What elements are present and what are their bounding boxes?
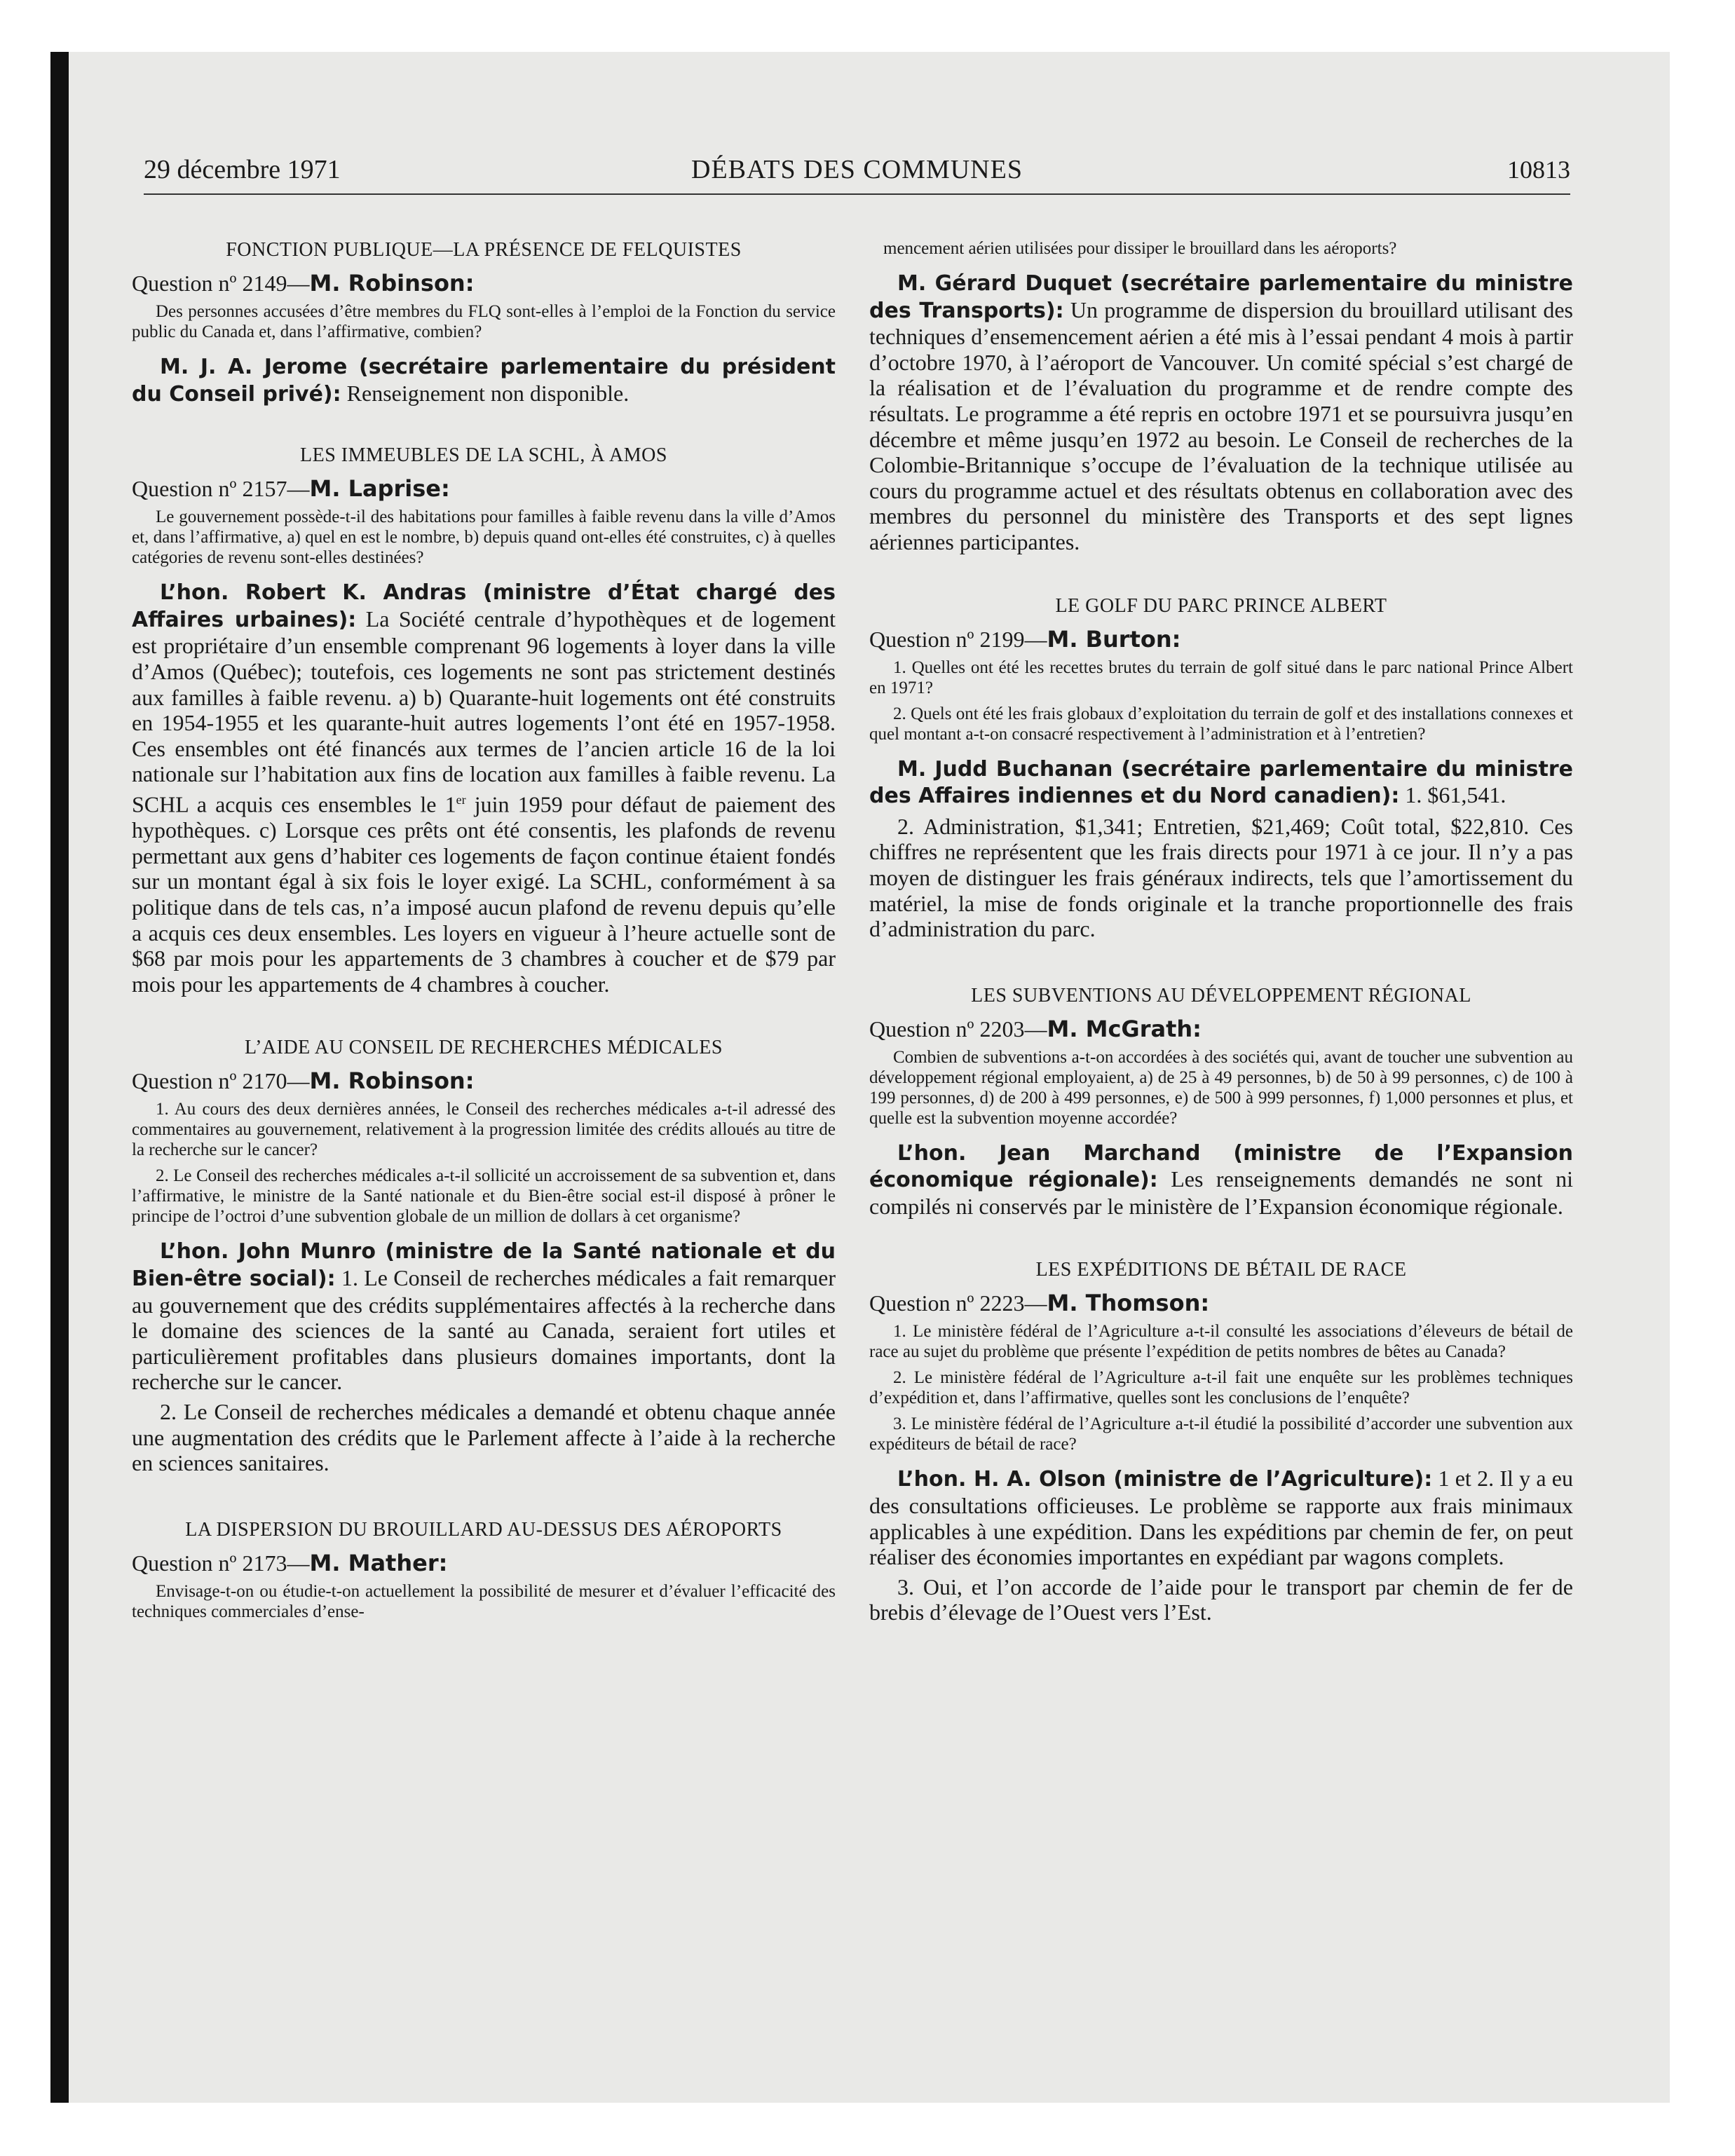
section-title: LES IMMEUBLES DE LA SCHL, À AMOS xyxy=(300,444,667,467)
answer xyxy=(132,353,836,407)
section-conseil-recherches xyxy=(132,1036,836,1475)
question-text-2: 2. Quels ont été les frais globaux d’exploitation du terrain de golf et des installations connexes et quel montant a-t-on consacré respectivement à l’administration et à l’entretien? xyxy=(869,704,1573,744)
answer-text-2: 2. Le Conseil de recherches médicales a demandé et obtenu chaque année une augmentation des crédits que le Parlement affecte à l’aide à la recherche en sciences sanitaires. xyxy=(132,1398,836,1476)
section-expeditions-betail xyxy=(869,1258,1573,1625)
section-immeubles-schl xyxy=(132,444,836,997)
answer-speaker: L’hon. John Munro (ministre de la Santé nationale et du Bien-être social): xyxy=(132,1239,836,1291)
answer-text-2: 3. Oui, et l’on accorde de l’aide pour le transport par chemin de fer de brebis d’élevage de l’Ouest vers l’Est. xyxy=(869,1574,1573,1625)
header-title: DÉBATS DES COMMUNES xyxy=(691,155,1023,184)
section-fonction-publique xyxy=(132,238,836,407)
section-dispersion-brouillard xyxy=(132,1518,836,1622)
question-author: M. Thomson: xyxy=(1047,1290,1210,1317)
question-heading xyxy=(132,1067,836,1095)
right-column xyxy=(869,238,1573,1625)
question-author: M. Burton: xyxy=(1047,625,1181,653)
question-heading xyxy=(132,269,836,297)
question-heading xyxy=(132,1549,836,1577)
answer-text: Renseignement non disponible. xyxy=(346,380,630,406)
page-header xyxy=(144,151,1570,195)
question-heading xyxy=(132,475,836,503)
superscript: er xyxy=(456,792,466,807)
section-title: L’AIDE AU CONSEIL DE RECHERCHES MÉDICALES xyxy=(245,1037,723,1059)
question-text: Le gouvernement possède-t-il des habitations pour familles à faible revenu dans la ville d’Amos et, dans l’affirmative, a) quel en est le nombre, b) depuis quand ont-elles été construites, c) à quelles catégories de revenu sont-elles destinées? xyxy=(132,507,836,568)
answer-text: Un programme de dispersion du brouillard utilisant des techniques d’ensemencement aérien a été mis à l’essai pendant 4 mois à partir d’octobre 1970, à l’aéroport de Vancouver. Un comité spécial s’est chargé de la réalisation et de l’évaluation du programme et de rendre compte des résultats. Le programme a été repris en octobre 1971 et se poursuivra jusqu’en décembre et même jusqu’en 1972 au besoin. Le Conseil de recherches de la Colombie-Britannique s’occupe de l’évaluation de la technique utilisée au cours du programme actuel et des résultats obtenus en collaboration avec des membres du personnel du ministère des Transports et des sept lignes aériennes participantes. xyxy=(869,296,1574,554)
question-heading xyxy=(869,625,1573,653)
question-heading xyxy=(869,1289,1573,1317)
question-number: Question nº 2203— xyxy=(869,1016,1047,1042)
question-number: Question nº 2149— xyxy=(132,271,310,296)
answer xyxy=(869,270,1573,555)
question-text: Des personnes accusées d’être membres du FLQ sont-elles à l’emploi de la Fonction du service public du Canada et, dans l’affirmative, combien? xyxy=(132,302,836,341)
header-date: 29 décembre 1971 xyxy=(144,155,341,184)
question-text-3: 3. Le ministère fédéral de l’Agriculture a-t-il étudié la possibilité d’accorder une subvention aux expéditeurs de bétail de race? xyxy=(869,1414,1573,1454)
section-title: FONCTION PUBLIQUE—LA PRÉSENCE DE FELQUISTES xyxy=(226,239,742,261)
answer-speaker: M. J. A. Jerome (secrétaire parlementaire du président du Conseil privé): xyxy=(132,355,836,407)
section-title: LES EXPÉDITIONS DE BÉTAIL DE RACE xyxy=(1035,1259,1407,1281)
section-title: LE GOLF DU PARC PRINCE ALBERT xyxy=(1055,594,1387,617)
question-text-2: 2. Le Conseil des recherches médicales a-t-il sollicité un accroissement de sa subvention et, dans l’affirmative, le ministre de la Santé nationale et du Bien-être social est-il disposé à prôner le principe de l’octroi d’une subvention globale de un million de dollars à cet organisme? xyxy=(132,1166,836,1227)
question-text: Envisage-t-on ou étudie-t-on actuellement la possibilité de mesurer et d’évaluer l’efficacité des techniques commerciales d’ense- xyxy=(132,1581,836,1621)
answer-text: Les renseignements demandés ne sont ni compilés ni conservés par le ministère de l’Expansion économique régionale. xyxy=(869,1166,1574,1219)
question-text: Combien de subventions a-t-on accordées à des sociétés qui, avant de toucher une subvention au développement régional employaient, a) de 25 à 49 personnes, b) de 50 à 99 personnes, c) de 100 à 199 personnes, d) de 200 à 499 personnes, e) de 500 à 999 personnes, f) 1,000 personnes et plus, et quelle est la subvention moyenne accordée? xyxy=(869,1047,1573,1128)
answer xyxy=(869,1140,1573,1220)
answer-text: La Société centrale d’hypothèques et de logement est propriétaire d’un ensemble comprenant 96 logements à loyer dans la ville d’Amos (Québec); toutefois, ces logements ne sont pas strictement destinés aux familles à faible revenu. a) b) Quarante-huit logements ont été construits en 1954-1955 et les quarante-huit autres logements l’ont été en 1957-1958. Ces ensembles ont été financés aux termes de l’ancien article 16 de la loi nationale sur l’habitation aux fins de location aux familles à faible revenu. La SCHL a acquis ces ensembles le 1 xyxy=(132,606,836,817)
question-heading xyxy=(869,1015,1573,1043)
question-text-cont: mencement aérien utilisées pour dissiper le brouillard dans les aéroports? xyxy=(883,239,1397,258)
header-page-number: 10813 xyxy=(1507,156,1570,184)
question-author: M. McGrath: xyxy=(1047,1015,1202,1042)
section-dispersion-brouillard-cont xyxy=(869,238,1573,555)
question-number: Question nº 2157— xyxy=(132,476,310,502)
answer-text: 1. Le Conseil de recherches médicales a fait remarquer au gouvernement que des crédits supplémentaires affectés à la recherche dans le domaine des sciences de la santé au Canada, seraient fort utiles et particulièrement profitables dans plusieurs domaines importants, dont la recherche sur le cancer. xyxy=(132,1264,836,1395)
section-subventions-developpement xyxy=(869,984,1573,1220)
answer xyxy=(869,1466,1573,1569)
answer xyxy=(132,1238,836,1395)
question-number: Question nº 2173— xyxy=(132,1550,310,1576)
question-number: Question nº 2223— xyxy=(869,1290,1047,1316)
answer xyxy=(869,756,1573,810)
question-text-1: 1. Au cours des deux dernières années, le Conseil des recherches médicales a-t-il adressé des commentaires au gouvernement, relativement à la progression limitée des crédits alloués au titre de la recherche sur le cancer? xyxy=(132,1100,836,1160)
answer-speaker: M. Judd Buchanan (secrétaire parlementaire du ministre des Affaires indiennes et du Nord canadien): xyxy=(869,756,1573,809)
question-number: Question nº 2170— xyxy=(132,1068,310,1094)
question-text-1: 1. Le ministère fédéral de l’Agriculture a-t-il consulté les associations d’éleveurs de bétail de race au sujet du problème que présente l’expédition de petits nombres de bêtes au Canada? xyxy=(869,1322,1573,1362)
answer-speaker: L’hon. Robert K. Andras (ministre d’État chargé des Affaires urbaines): xyxy=(132,580,836,632)
question-text-1: 1. Quelles ont été les recettes brutes du terrain de golf situé dans le parc national Prince Albert en 1971? xyxy=(869,657,1573,697)
question-text-2: 2. Le ministère fédéral de l’Agriculture a-t-il fait une enquête sur les problèmes techniques d’expédition et, dans l’affirmative, quelles sont les conclusions de l’enquête? xyxy=(869,1368,1573,1408)
answer-text: 1 et 2. Il y a eu des consultations officieuses. Le problème se rapporte aux frais minimaux applicables à une expédition. Dans les expéditions par chemin de fer, on peut réaliser des économies importantes en expédiant par wagons complets. xyxy=(869,1466,1574,1570)
answer-speaker: L’hon. Jean Marchand (ministre de l’Expansion économique régionale): xyxy=(869,1140,1573,1193)
answer-speaker: M. Gérard Duquet (secrétaire parlementaire du ministre des Transports): xyxy=(869,271,1573,323)
answer-text-cont: juin 1959 pour défaut de paiement des hypothèques. c) Lorsque ces prêts ont été consentis, les plafonds de revenu permettant aux gens d’habiter ces logements de façon continue étaient fondés sur un montant égal à six fois le loyer exigé. La SCHL, conformément à sa politique dans de tels cas, n’a imposé aucun plafond de revenu depuis qu’elle a acquis ces deux ensembles. Les loyers en vigueur à l’heure actuelle sont de $68 par mois pour les appartements de 3 chambres à coucher et de $79 par mois pour les appartements de 4 chambres à coucher. xyxy=(132,791,836,997)
question-author: M. Robinson: xyxy=(309,270,475,296)
answer-text: 1. $61,541. xyxy=(1405,782,1506,808)
question-author: M. Robinson: xyxy=(309,1067,475,1095)
question-author: M. Laprise: xyxy=(309,475,450,503)
answer-speaker: L’hon. H. A. Olson (ministre de l’Agriculture): xyxy=(897,1467,1433,1492)
left-column xyxy=(132,238,836,1622)
binding-edge xyxy=(50,52,69,2103)
question-author: M. Mather: xyxy=(309,1549,448,1576)
question-number: Question nº 2199— xyxy=(869,626,1047,652)
section-golf-prince-albert xyxy=(869,594,1573,942)
answer-text-2: 2. Administration, $1,341; Entretien, $21,469; Coût total, $22,810. Ces chiffres ne représentent que les frais directs pour 1971 à ce jour. Il n’y a pas moyen de distinguer les frais généraux indirects, tels que l’amortissement du matériel, la mise de fonds originale et la tranche proportionnelle des frais d’administration du parc. xyxy=(869,813,1573,942)
answer xyxy=(132,579,836,997)
section-title: LA DISPERSION DU BROUILLARD AU-DESSUS DES AÉROPORTS xyxy=(185,1518,782,1541)
section-title: LES SUBVENTIONS AU DÉVELOPPEMENT RÉGIONAL xyxy=(971,984,1471,1007)
